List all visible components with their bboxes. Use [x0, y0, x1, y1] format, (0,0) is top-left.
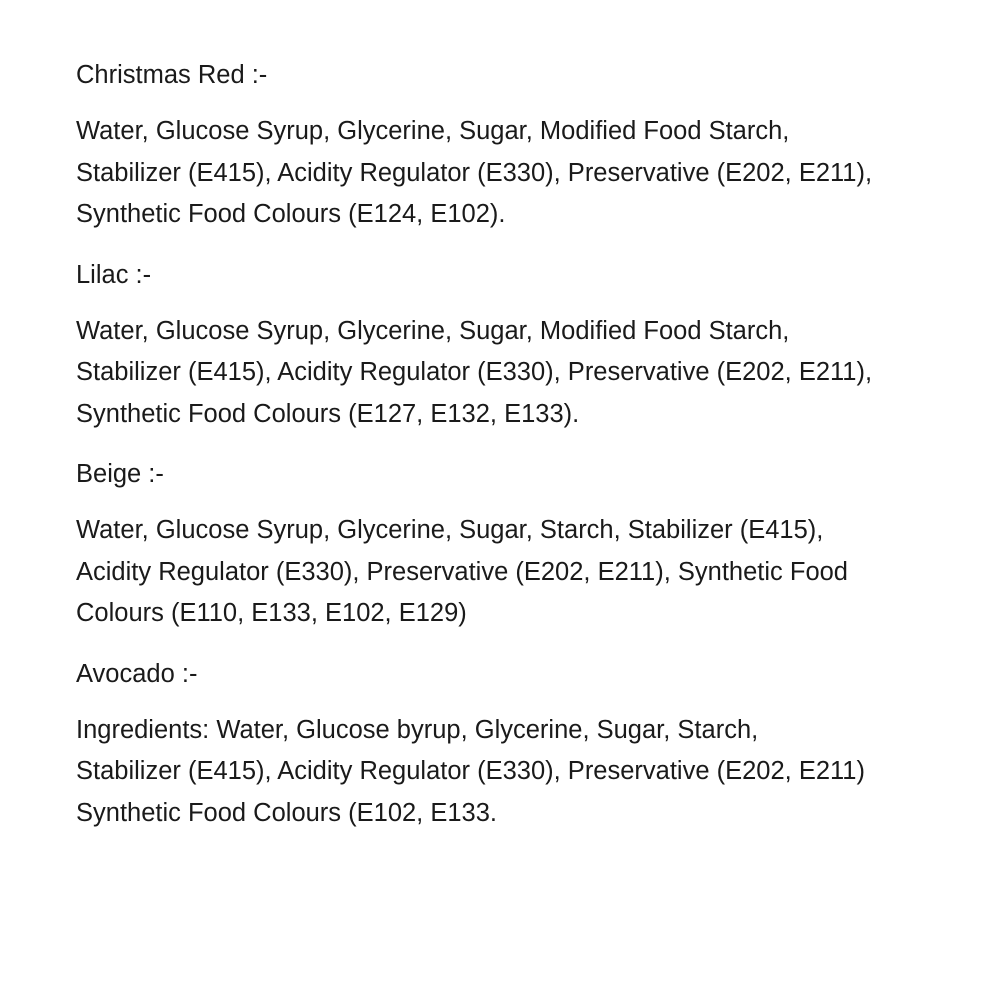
paragraph-line: Stabilizer (E415), Acidity Regulator (E330), Preservative (E202, E211), [76, 358, 873, 386]
section-heading: Lilac :- [76, 260, 152, 289]
paragraph-line: Synthetic Food Colours (E124, E102). [76, 200, 506, 228]
paragraph-line: Synthetic Food Colours (E127, E132, E133). [76, 399, 580, 428]
paragraph-line: Acidity Regulator (E330), Preservative (E202, E211), Synthetic Food [76, 557, 848, 586]
ingredients-paragraph [76, 111, 956, 236]
ingredients-paragraph [76, 311, 956, 436]
ingredients-paragraph [76, 510, 956, 635]
paragraph-line: Synthetic Food Colours (E102, E133. [76, 798, 497, 827]
section-lilac [76, 257, 956, 436]
paragraph-line: Stabilizer (E415), Acidity Regulator (E330), Preservative (E202, E211) [76, 757, 865, 785]
paragraph-line: Colours (E110, E133, E102, E129) [76, 599, 467, 627]
paragraph-line: Stabilizer (E415), Acidity Regulator (E330), Preservative (E202, E211), [76, 158, 873, 187]
paragraph-line: Water, Glucose Syrup, Glycerine, Sugar, Modified Food Starch, [76, 117, 790, 145]
section-heading: Beige :- [76, 460, 164, 488]
ingredients-paragraph [76, 710, 956, 835]
paragraph-line: Water, Glucose Syrup, Glycerine, Sugar, Starch, Stabilizer (E415), [76, 516, 824, 544]
paragraph-line: Ingredients: Water, Glucose byrup, Glycerine, Sugar, Starch, [76, 715, 759, 744]
paragraph-line: Water, Glucose Syrup, Glycerine, Sugar, Modified Food Starch, [76, 316, 790, 345]
section-heading: Avocado :- [76, 659, 198, 688]
document [76, 57, 956, 855]
section-christmas-red [76, 57, 956, 236]
section-avocado [76, 656, 956, 835]
section-beige [76, 456, 956, 635]
section-heading: Christmas Red :- [76, 61, 268, 89]
